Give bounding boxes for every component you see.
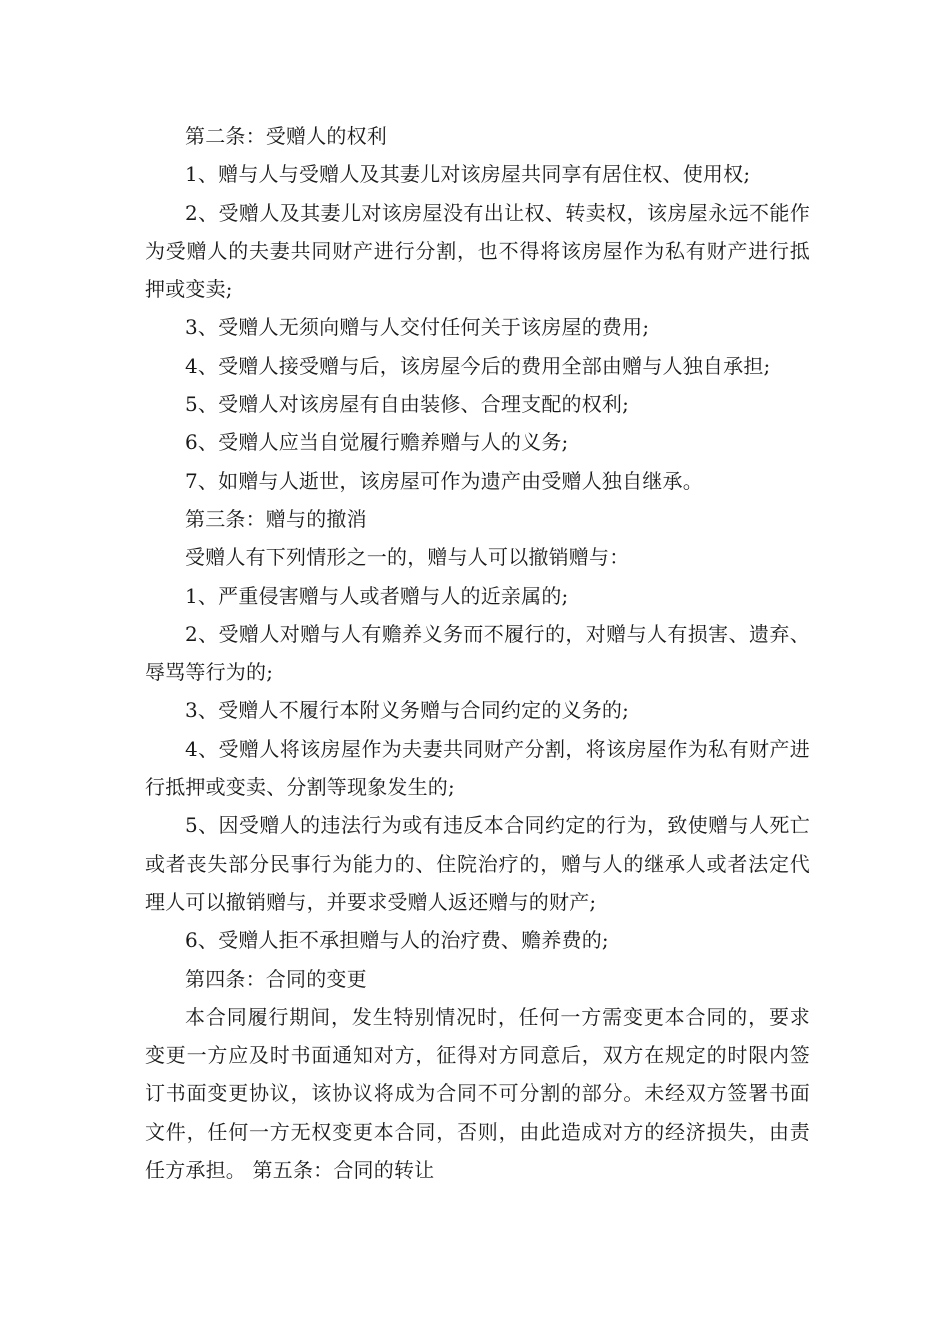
clause-2-7: 7、如赠与人逝世，该房屋可作为遗产由受赠人独自继承。 xyxy=(185,468,703,493)
clause-2-6: 6、受赠人应当自觉履行赡养赠与人的义务; xyxy=(185,430,569,455)
clause-3-1: 1、严重侵害赠与人或者赠与人的近亲属的; xyxy=(185,583,569,608)
clause-3-4: 4、受赠人将该房屋作为夫妻共同财产分割，将该房屋作为私有财产进行抵押或变卖、分割等现象发生的; xyxy=(145,736,810,800)
section-heading-article-3: 第三条：赠与的撤消 xyxy=(185,506,367,531)
clause-3-3: 3、受赠人不履行本附义务赠与合同约定的义务的; xyxy=(185,698,630,723)
clause-3-2: 2、受赠人对赠与人有赡养义务而不履行的，对赠与人有损害、遗弃、辱骂等行为的; xyxy=(145,621,810,685)
clause-2-5: 5、受赠人对该房屋有自由装修、合理支配的权利; xyxy=(185,392,630,417)
document-page xyxy=(145,117,810,1189)
article-4-body: 本合同履行期间，发生特别情况时，任何一方需变更本合同的，要求变更一方应及时书面通知对方，征得对方同意后，双方在规定的时限内签订书面变更协议，该协议将成为合同不可分割的部分。未经双方签署书面文件，任何一方无权变更本合同，否则，由此造成对方的经济损失，由责任方承担。 第五条：合同的转让 xyxy=(145,1004,810,1183)
clause-2-1: 1、赠与人与受赠人及其妻儿对该房屋共同享有居住权、使用权; xyxy=(185,162,751,187)
section-heading-article-4: 第四条：合同的变更 xyxy=(185,966,367,991)
clause-2-4: 4、受赠人接受赠与后，该房屋今后的费用全部由赠与人独自承担; xyxy=(185,353,771,378)
clause-3-6: 6、受赠人拒不承担赠与人的治疗费、赡养费的; xyxy=(185,928,609,953)
clause-2-2: 2、受赠人及其妻儿对该房屋没有出让权、转卖权，该房屋永远不能作为受赠人的夫妻共同财产进行分割，也不得将该房屋作为私有财产进行抵押或变卖; xyxy=(145,200,810,302)
clause-2-3: 3、受赠人无须向赠与人交付任何关于该房屋的费用; xyxy=(185,315,650,340)
article-3-intro: 受赠人有下列情形之一的，赠与人可以撤销赠与： xyxy=(185,545,630,570)
clause-3-5: 5、因受赠人的违法行为或有违反本合同约定的行为，致使赠与人死亡或者丧失部分民事行为能力的、住院治疗的，赠与人的继承人或者法定代理人可以撤销赠与，并要求受赠人返还赠与的财产; xyxy=(145,813,810,914)
section-heading-article-2: 第二条：受赠人的权利 xyxy=(185,124,387,148)
